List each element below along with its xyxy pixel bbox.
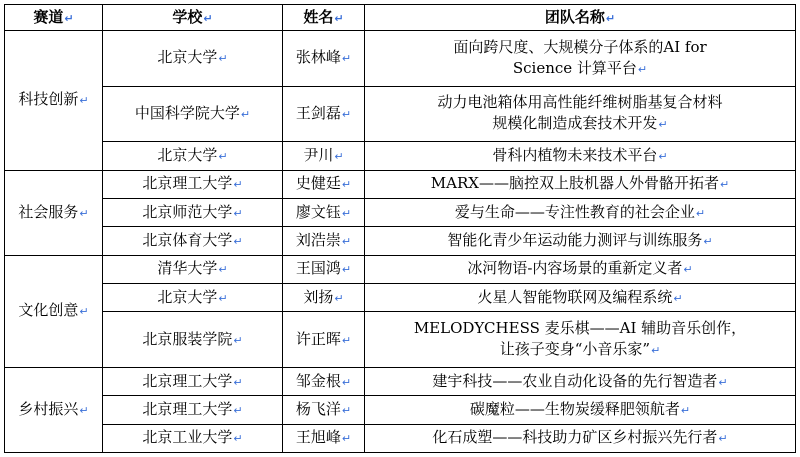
team-cell <box>365 255 796 283</box>
team-name-text: 规模化制造成套技术开发 <box>492 114 658 133</box>
paragraph-mark: ↵ <box>673 291 683 305</box>
person-name: 邹金根 <box>295 371 341 390</box>
paragraph-mark: ↵ <box>79 206 89 220</box>
school-label: 北京体育大学 <box>142 230 233 249</box>
header-row <box>5 5 796 31</box>
track-cell <box>5 31 103 171</box>
paragraph-mark: ↵ <box>79 305 89 319</box>
name-cell <box>283 170 365 198</box>
header-name: 姓名↵ <box>283 5 365 31</box>
table-row <box>5 170 796 198</box>
table-row <box>5 255 796 283</box>
paragraph-mark: ↵ <box>341 52 352 66</box>
school-cell <box>103 170 283 198</box>
team-cell <box>365 312 796 368</box>
team-name-line <box>369 339 791 361</box>
team-name-text: 面向跨尺度、大规模分子体系的AI for <box>453 37 707 56</box>
track-cell <box>5 255 103 367</box>
team-name-line <box>369 113 791 135</box>
name-cell <box>283 198 365 226</box>
track-cell <box>5 170 103 255</box>
paragraph-mark: ↵ <box>680 403 691 417</box>
team-name-line <box>369 287 791 309</box>
table-row <box>5 367 796 395</box>
paragraph-mark: ↵ <box>233 375 243 389</box>
team-cell <box>365 396 796 424</box>
paragraph-mark: ↵ <box>683 263 693 277</box>
paragraph-mark: ↵ <box>341 432 352 446</box>
team-name-line <box>369 258 791 280</box>
team-cell <box>365 31 796 87</box>
paragraph-mark: ↵ <box>218 52 228 66</box>
team-cell <box>365 86 796 142</box>
team-cell <box>365 227 796 255</box>
team-cell <box>365 367 796 395</box>
school-cell <box>103 86 283 142</box>
paragraph-mark: ↵ <box>341 178 352 192</box>
team-name-line <box>369 92 791 113</box>
person-name: 尹川 <box>303 145 334 164</box>
name-cell <box>283 142 365 170</box>
paragraph-mark: ↵ <box>341 403 352 417</box>
awards-table <box>4 4 796 453</box>
paragraph-mark: ↵ <box>637 62 648 76</box>
team-name-text: 火星人智能物联网及编程系统 <box>477 287 673 306</box>
paragraph-mark: ↵ <box>79 94 89 108</box>
school-cell <box>103 255 283 283</box>
school-label: 北京理工大学 <box>142 371 233 390</box>
person-name: 刘扬 <box>303 287 334 306</box>
team-name-text: MELODYCHESS 麦乐棋——AI 辅助音乐创作， <box>413 319 747 338</box>
header-track: 赛道↵ <box>5 5 103 31</box>
track-label: 科技创新 <box>18 90 79 109</box>
name-cell <box>283 312 365 368</box>
person-name: 王旭峰 <box>295 428 341 447</box>
school-cell <box>103 198 283 226</box>
team-name-text: 碳魔粒——生物炭缓释肥领航者 <box>469 399 680 418</box>
paragraph-mark: ↵ <box>695 206 706 220</box>
person-name: 王剑磊 <box>295 103 341 122</box>
team-cell <box>365 198 796 226</box>
paragraph-mark: ↵ <box>233 432 243 446</box>
school-label: 北京师范大学 <box>142 202 233 221</box>
team-name-text: 骨科内植物未来技术平台 <box>492 145 658 164</box>
track-label: 文化创意 <box>18 301 79 320</box>
track-cell <box>5 367 103 452</box>
team-name-text: Science 计算平台 <box>512 58 637 77</box>
header-school: 学校↵ <box>103 5 283 31</box>
paragraph-mark: ↵ <box>233 403 243 417</box>
paragraph-mark: ↵ <box>718 375 728 389</box>
paragraph-mark: ↵ <box>233 206 243 220</box>
person-name: 张林峰 <box>295 48 341 67</box>
school-cell <box>103 396 283 424</box>
paragraph-mark: ↵ <box>233 178 243 192</box>
paragraph-mark: ↵ <box>334 291 344 305</box>
paragraph-mark: ↵ <box>341 263 352 277</box>
team-name-text: 动力电池箱体用高性能纤维树脂基复合材料 <box>437 93 723 112</box>
team-name-line <box>369 371 791 393</box>
name-cell <box>283 424 365 452</box>
paragraph-mark: ↵ <box>341 234 352 248</box>
team-cell <box>365 142 796 170</box>
person-name: 杨飞洋 <box>295 399 341 418</box>
team-name-text: 让孩子变身“小音乐家” <box>499 340 651 359</box>
team-name-text: 智能化青少年运动能力测评与训练服务 <box>447 230 703 249</box>
school-cell <box>103 227 283 255</box>
table-body <box>5 31 796 453</box>
person-name: 刘浩崇 <box>295 230 341 249</box>
team-name-text: 化石成塑——科技助力矿区乡村振兴先行者 <box>432 428 718 447</box>
track-label: 乡村振兴 <box>18 399 79 418</box>
person-name: 史健廷 <box>295 174 341 193</box>
header-team: 团队名称↵ <box>365 5 796 31</box>
paragraph-mark: ↵ <box>341 375 352 389</box>
table-row <box>5 142 796 170</box>
paragraph-mark: ↵ <box>658 118 668 132</box>
paragraph-mark: ↵ <box>334 149 344 163</box>
school-cell <box>103 424 283 452</box>
paragraph-mark: ↵ <box>79 403 89 417</box>
person-name: 王国鸿 <box>295 259 341 278</box>
table-row <box>5 198 796 226</box>
paragraph-mark: ↵ <box>240 107 251 121</box>
paragraph-mark: ↵ <box>233 333 243 347</box>
school-label: 北京理工大学 <box>142 399 233 418</box>
school-label: 北京大学 <box>157 145 218 164</box>
paragraph-mark: ↵ <box>651 344 661 358</box>
paragraph-mark: ↵ <box>233 234 243 248</box>
team-name-text: 爱与生命——专注性教育的社会企业 <box>454 202 695 221</box>
team-cell <box>365 424 796 452</box>
table-row <box>5 283 796 311</box>
team-name-line <box>369 399 791 421</box>
school-cell <box>103 312 283 368</box>
team-name-line <box>369 145 791 167</box>
school-label: 中国科学院大学 <box>134 103 240 122</box>
school-label: 北京大学 <box>157 287 218 306</box>
paragraph-mark: ↵ <box>718 432 728 446</box>
table-row <box>5 86 796 142</box>
table-row <box>5 31 796 87</box>
school-cell <box>103 142 283 170</box>
paragraph-mark: ↵ <box>703 234 713 248</box>
team-name-text: 建宇科技——农业自动化设备的先行智造者 <box>432 371 718 390</box>
team-name-text: 冰河物语-内容场景的重新定义者 <box>467 259 683 278</box>
school-label: 清华大学 <box>157 259 218 278</box>
school-cell <box>103 283 283 311</box>
table-row <box>5 227 796 255</box>
team-cell <box>365 283 796 311</box>
team-name-text: MARX——脑控双上肢机器人外骨骼开拓者 <box>430 174 719 193</box>
name-cell <box>283 86 365 142</box>
name-cell <box>283 31 365 87</box>
team-name-line <box>369 58 791 80</box>
paragraph-mark: ↵ <box>218 263 228 277</box>
paragraph-mark: ↵ <box>341 206 352 220</box>
name-cell <box>283 227 365 255</box>
person-name: 许正晖 <box>295 329 341 348</box>
paragraph-mark: ↵ <box>218 149 228 163</box>
name-cell <box>283 367 365 395</box>
team-cell <box>365 170 796 198</box>
school-label: 北京大学 <box>157 48 218 67</box>
person-name: 廖文钰 <box>295 202 341 221</box>
table-row <box>5 312 796 368</box>
name-cell <box>283 255 365 283</box>
paragraph-mark: ↵ <box>719 178 730 192</box>
school-label: 北京工业大学 <box>142 428 233 447</box>
paragraph-mark: ↵ <box>658 149 668 163</box>
paragraph-mark: ↵ <box>341 333 352 347</box>
table-row <box>5 396 796 424</box>
paragraph-mark: ↵ <box>341 107 352 121</box>
name-cell <box>283 396 365 424</box>
school-cell <box>103 367 283 395</box>
team-name-line <box>369 37 791 58</box>
track-label: 社会服务 <box>18 202 79 221</box>
school-label: 北京服装学院 <box>142 329 233 348</box>
name-cell <box>283 283 365 311</box>
team-name-line <box>369 202 791 224</box>
school-label: 北京理工大学 <box>142 174 233 193</box>
team-name-line <box>369 173 791 195</box>
team-name-line <box>369 427 791 449</box>
table-row <box>5 424 796 452</box>
team-name-line <box>369 230 791 252</box>
school-cell <box>103 31 283 87</box>
team-name-line <box>369 318 791 339</box>
paragraph-mark: ↵ <box>218 291 228 305</box>
